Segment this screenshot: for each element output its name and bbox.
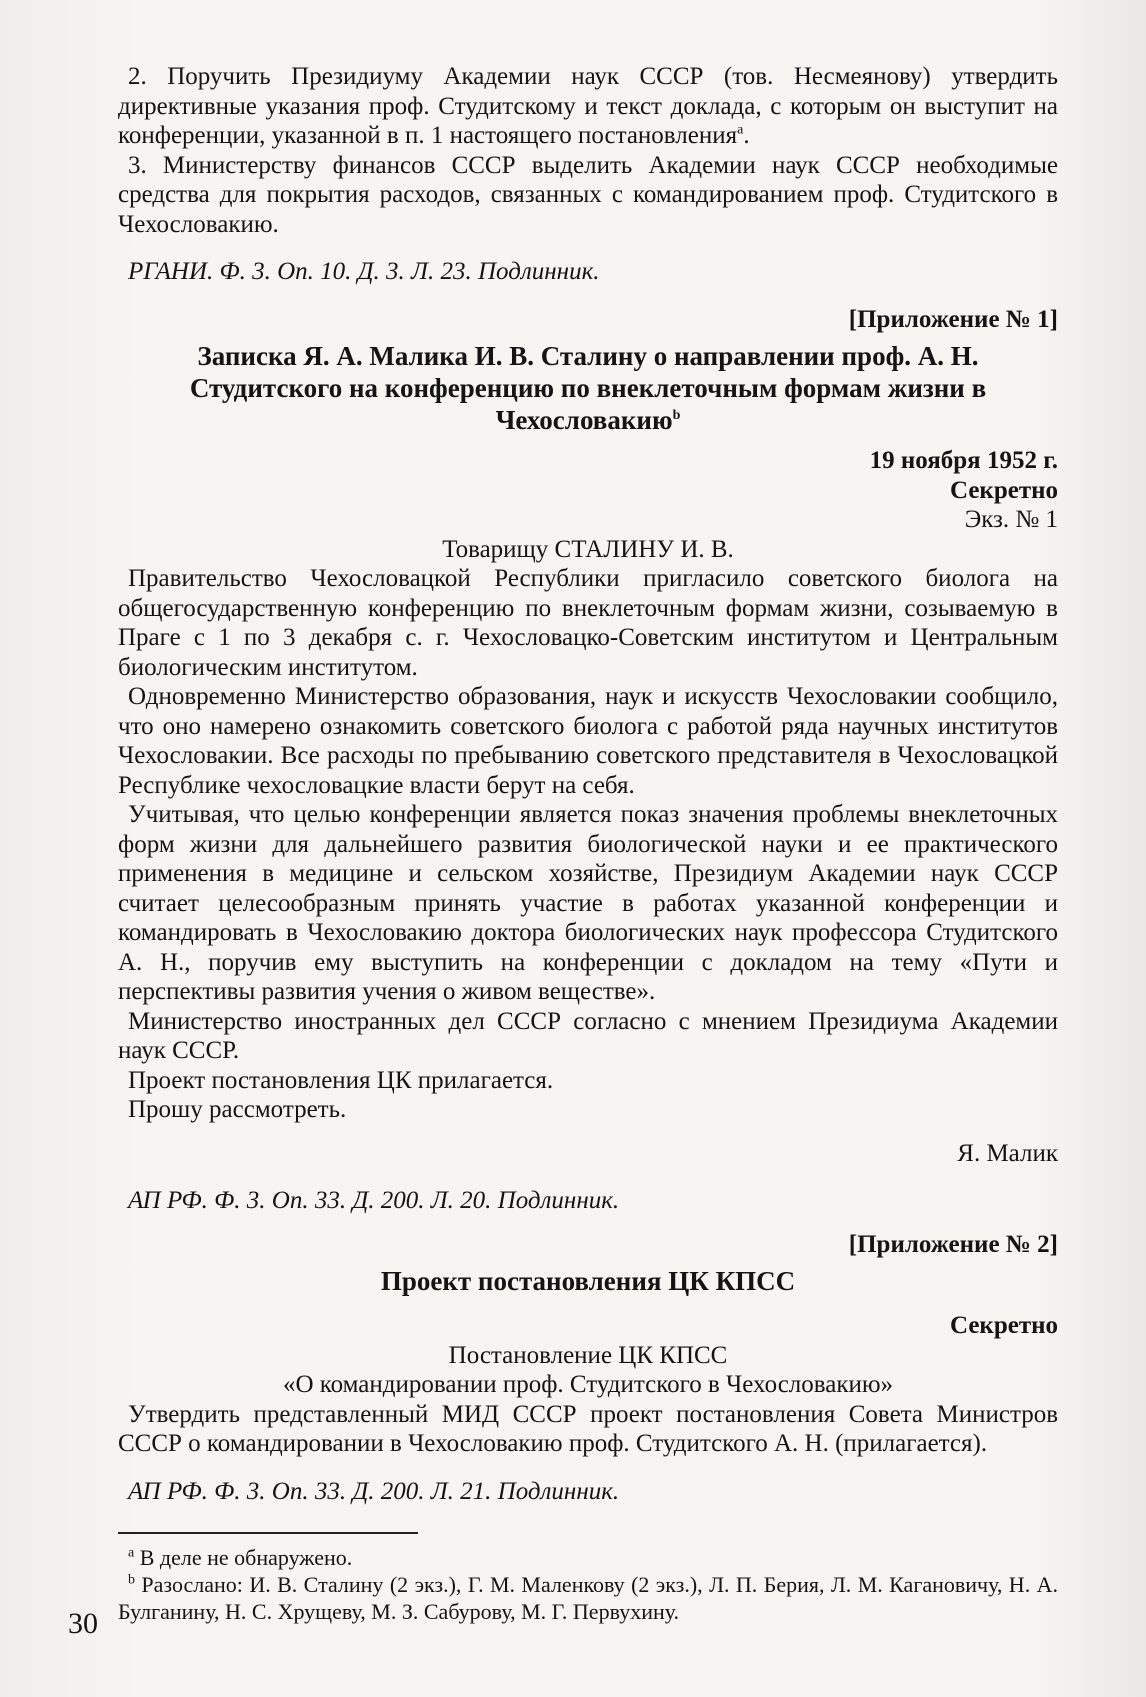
document-date: 19 ноября 1952 г. [869,447,1058,474]
footnote-b [118,1571,1058,1625]
resolution-item-3: 3. Министерству финансов СССР выделить Академии наук СССР необходимые средства для покрытия расходов, связанных с командированием проф. Студитского в Чехословакию. [118,151,1058,238]
appendix-1-title-text: Записка Я. А. Малика И. В. Сталину о направлении проф. А. Н. Студитского на конференцию по внеклеточным формам жизни в Чехословакию [189,341,987,435]
item-2-text: 2. Поручить Президиуму Академии наук СССР (тов. Несмеянову) утвердить директивные указания проф. Студитскому и текст доклада, с которым он выступит на конференции, указанной в п. 1 настоящего постановления [118,63,1058,149]
appendix-2-label: [Приложение № 2] [848,1230,1058,1258]
letter-paragraph: Правительство Чехословацкой Республики пригласило советского биолога на общегосударственную конференцию по внеклеточным формам жизни, созываемую в Праге с 1 по 3 декабря с. г. Чехословацко-Советским институтом и Центральным биологическим институтом. [118,565,1058,681]
text-column [118,62,1058,1625]
copy-number: Экз. № 1 [964,506,1058,533]
footnote-rule [118,1532,418,1534]
footnote-a-mark: a [128,1545,135,1561]
letter-paragraph: Прошу рассмотреть. [128,1096,347,1123]
signature: Я. Малик [957,1139,1058,1167]
archive-source-1: РГАНИ. Ф. 3. Оп. 10. Д. 3. Л. 23. Подлинник. [128,258,600,285]
appendix-1-title [158,340,1018,436]
addressee: Товарищу СТАЛИНУ И. В. [442,535,734,563]
archive-source-3: АП РФ. Ф. 3. Оп. 33. Д. 200. Л. 21. Подлинник. [128,1477,620,1505]
footnote-b-mark: b [128,1572,135,1588]
footnote-ref-a: a [737,122,744,138]
footnotes [118,1544,1058,1625]
letter-paragraph: Одновременно Министерство образования, наук и искусств Чехословакии сообщило, что оно намерено ознакомить советского биолога с работой ряда научных институтов Чехословакии. Все расходы по пребыванию советского представителя в Чехословацкой Республике чехословацкие власти берут на себя. [118,683,1058,799]
footnote-b-text: Разослано: И. В. Сталину (2 экз.), Г. М. Маленкову (2 экз.), Л. П. Берия, Л. М. Кагановичу, Н. А. Булганину, Н. С. Хрущеву, М. З. Сабурову, М. Г. Первухину. [118,1572,1058,1624]
resolution-text: Утвердить представленный МИД СССР проект постановления Совета Министров СССР о командировании в Чехословакию проф. Студитского А. Н. (прилагается). [118,1400,1058,1457]
footnote-a-text: В деле не обнаружено. [134,1545,353,1570]
appendix-2-title: Проект постановления ЦК КПСС [380,1266,796,1296]
secret-stamp: Секретно [949,476,1058,504]
resolution-heading: Постановление ЦК КПСС [448,1341,728,1369]
footnote-a [118,1544,1058,1571]
secret-stamp-2: Секретно [949,1312,1058,1339]
resolution-item-2: 2. Поручить Президиуму Академии наук СССР (тов. Несмеянову) утвердить директивные указания проф. Студитскому и текст доклада, с которым он выступит на конференции, указанной в п. 1 настоящего постановления$^a$. [118,63,1058,149]
appendix-1-label: [Приложение № 1] [848,305,1058,333]
letter-paragraph: Проект постановления ЦК прилагается. [128,1066,554,1094]
footnote-ref-b: b [672,408,681,423]
page-number: 30 [68,1607,98,1640]
letter-paragraph: Министерство иностранных дел СССР согласно с мнением Президиума Академии наук СССР. [118,1007,1058,1064]
resolution-subject: «О командировании проф. Студитского в Чехословакию» [282,1371,894,1398]
letter-paragraph: Учитывая, что целью конференции является показ значения проблемы внеклеточных форм жизни для дальнейшего развития биологической науки и ее практического применения в медицине и сельском хозяйстве, Президиум Академии наук СССР считает целесообразным принять участие в работах указанной конференции и командировать в Чехословакию доктора биологических наук профессора Студитского А. Н., поручив ему выступить на конференции с докладом на тему «Пути и перспективы развития учения о живом веществе». [118,801,1058,1005]
archive-source-2: АП РФ. Ф. 3. Оп. 33. Д. 200. Л. 20. Подлинник. [128,1187,620,1214]
